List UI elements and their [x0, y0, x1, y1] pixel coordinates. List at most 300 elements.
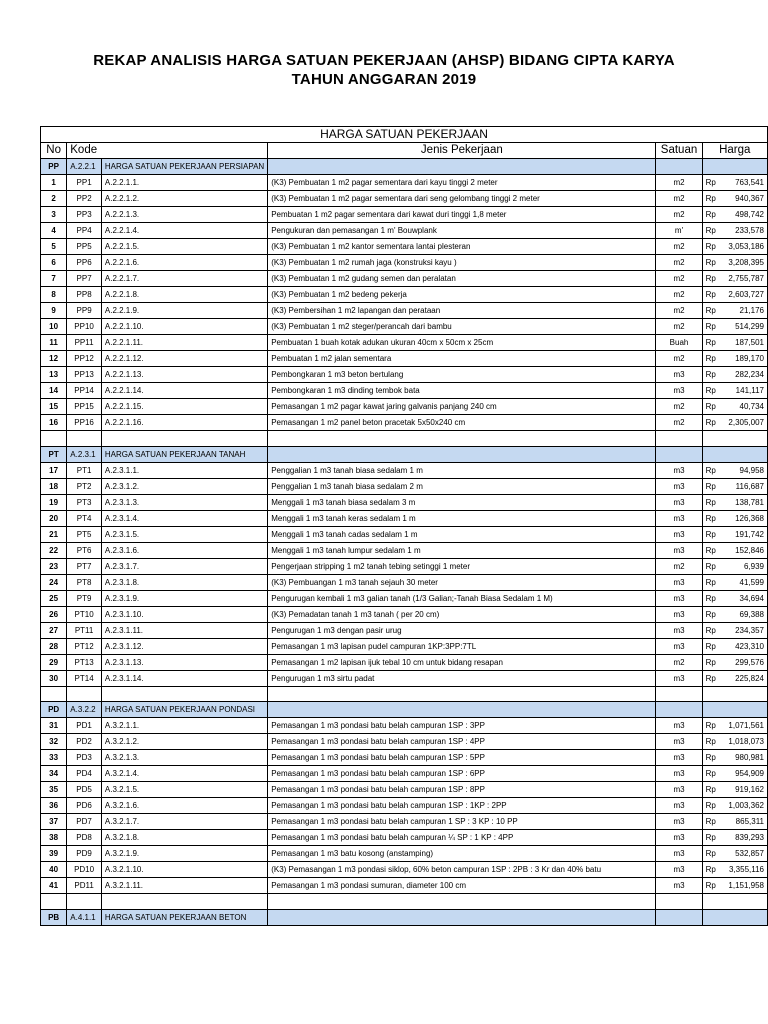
row-number: 9 — [41, 303, 67, 319]
price-value: 498,742 — [735, 210, 764, 219]
row-reference: A.2.3.1.7. — [101, 558, 267, 574]
row-unit: m2 — [656, 255, 702, 271]
row-code: PD4 — [67, 766, 102, 782]
row-number: 26 — [41, 606, 67, 622]
price-value: 225,824 — [735, 673, 764, 683]
row-price-cell — [702, 558, 767, 574]
row-number: 31 — [41, 718, 67, 734]
row-reference: A.2.2.1.7. — [101, 271, 267, 287]
row-price-cell — [702, 718, 767, 734]
price-value: 919,162 — [735, 785, 764, 794]
table-row — [41, 415, 768, 431]
currency-label: Rp — [705, 481, 716, 491]
row-price-cell — [702, 654, 767, 670]
row-description: Pemasangan 1 m3 batu kosong (anstamping) — [268, 846, 656, 862]
price-value: 233,578 — [735, 226, 764, 235]
table-row — [41, 335, 768, 351]
table-row — [41, 622, 768, 638]
empty-cell — [656, 431, 702, 447]
empty-cell — [41, 894, 67, 910]
row-unit: m3 — [656, 766, 702, 782]
price-value: 423,310 — [735, 641, 764, 651]
table-row — [41, 239, 768, 255]
spacer-row — [41, 431, 768, 447]
row-number: 15 — [41, 399, 67, 415]
row-unit: m2 — [656, 175, 702, 191]
table-title: HARGA SATUAN PEKERJAAN — [41, 127, 768, 143]
row-price-cell — [702, 478, 767, 494]
row-code: PD1 — [67, 718, 102, 734]
row-description: Pengukuran dan pemasangan 1 m' Bouwplank — [268, 223, 656, 239]
header-no: No — [41, 143, 67, 159]
row-reference: A.2.3.1.8. — [101, 574, 267, 590]
row-number: 7 — [41, 271, 67, 287]
row-unit: m3 — [656, 542, 702, 558]
row-price-cell — [702, 335, 767, 351]
row-price-cell — [702, 255, 767, 271]
row-reference: A.3.2.1.8. — [101, 830, 267, 846]
currency-label: Rp — [705, 849, 716, 858]
row-unit: m2 — [656, 351, 702, 367]
row-code: PD3 — [67, 750, 102, 766]
section-name: HARGA SATUAN PEKERJAAN BETON — [101, 909, 267, 925]
header-satuan: Satuan — [656, 143, 702, 159]
row-price-cell — [702, 319, 767, 335]
row-description: Pemasangan 1 m3 pondasi batu belah campuran ¼ SP : 1 KP : 4PP — [268, 830, 656, 846]
row-description: Pembongkaran 1 m3 dinding tembok bata — [268, 383, 656, 399]
header-jenis: Jenis Pekerjaan — [268, 143, 656, 159]
row-price-cell — [702, 750, 767, 766]
row-code: PT7 — [67, 558, 102, 574]
row-reference: A.3.2.1.6. — [101, 798, 267, 814]
row-price-cell — [702, 814, 767, 830]
empty-cell — [67, 431, 102, 447]
row-unit: m' — [656, 223, 702, 239]
row-reference: A.2.2.1.6. — [101, 255, 267, 271]
table-row — [41, 846, 768, 862]
row-unit: m3 — [656, 367, 702, 383]
row-reference: A.2.3.1.12. — [101, 638, 267, 654]
row-number: 38 — [41, 830, 67, 846]
row-code: PT6 — [67, 542, 102, 558]
price-value: 126,368 — [735, 513, 764, 523]
row-reference: A.2.3.1.6. — [101, 542, 267, 558]
row-price-cell — [702, 782, 767, 798]
row-price-cell — [702, 271, 767, 287]
price-value: 191,742 — [735, 529, 764, 539]
price-value: 152,846 — [735, 545, 764, 555]
empty-cell — [656, 702, 702, 718]
currency-label: Rp — [705, 769, 716, 778]
row-number: 23 — [41, 558, 67, 574]
section-name: HARGA SATUAN PEKERJAAN PONDASI — [101, 702, 267, 718]
section-ref: A.3.2.2 — [67, 702, 102, 718]
ahsp-table-body — [41, 127, 768, 926]
empty-cell — [702, 909, 767, 925]
price-value: 187,501 — [735, 338, 764, 347]
table-row — [41, 191, 768, 207]
row-price-cell — [702, 383, 767, 399]
row-code: PT13 — [67, 654, 102, 670]
row-reference: A.2.2.1.9. — [101, 303, 267, 319]
row-description: Pembuatan 1 buah kotak adukan ukuran 40cm x 50cm x 25cm — [268, 335, 656, 351]
row-description: (K3) Pembuatan 1 m2 pagar sementara dari seng gelombang tinggi 2 meter — [268, 191, 656, 207]
price-value: 69,388 — [739, 609, 764, 619]
price-value: 980,981 — [735, 753, 764, 762]
currency-label: Rp — [705, 561, 716, 571]
row-code: PD5 — [67, 782, 102, 798]
row-unit: m3 — [656, 830, 702, 846]
row-price-cell — [702, 351, 767, 367]
row-unit: m3 — [656, 478, 702, 494]
row-code: PT3 — [67, 494, 102, 510]
row-code: PP2 — [67, 191, 102, 207]
currency-label: Rp — [705, 354, 716, 363]
row-reference: A.2.3.1.10. — [101, 606, 267, 622]
currency-label: Rp — [705, 593, 716, 603]
row-unit: m3 — [656, 462, 702, 478]
currency-label: Rp — [705, 737, 716, 746]
row-reference: A.2.2.1.14. — [101, 383, 267, 399]
row-number: 17 — [41, 462, 67, 478]
row-unit: m3 — [656, 798, 702, 814]
empty-cell — [41, 431, 67, 447]
row-reference: A.2.3.1.1. — [101, 462, 267, 478]
currency-label: Rp — [705, 338, 716, 347]
row-unit: m3 — [656, 862, 702, 878]
row-description: Pemasangan 1 m3 pondasi batu belah campuran 1SP : 3PP — [268, 718, 656, 734]
empty-cell — [67, 894, 102, 910]
currency-label: Rp — [705, 290, 716, 299]
empty-cell — [656, 159, 702, 175]
row-reference: A.2.2.1.2. — [101, 191, 267, 207]
row-reference: A.2.3.1.11. — [101, 622, 267, 638]
row-unit: m2 — [656, 239, 702, 255]
row-number: 1 — [41, 175, 67, 191]
row-price-cell — [702, 191, 767, 207]
row-number: 4 — [41, 223, 67, 239]
row-price-cell — [702, 862, 767, 878]
currency-label: Rp — [705, 753, 716, 762]
empty-cell — [101, 686, 267, 702]
row-code: PP13 — [67, 367, 102, 383]
price-value: 2,755,787 — [728, 274, 764, 283]
row-code: PT11 — [67, 622, 102, 638]
row-reference: A.3.2.1.5. — [101, 782, 267, 798]
row-price-cell — [702, 207, 767, 223]
row-number: 10 — [41, 319, 67, 335]
empty-cell — [41, 686, 67, 702]
row-number: 36 — [41, 798, 67, 814]
row-price-cell — [702, 223, 767, 239]
price-value: 3,208,395 — [728, 258, 764, 267]
empty-cell — [67, 686, 102, 702]
row-reference: A.3.2.1.4. — [101, 766, 267, 782]
row-unit: m2 — [656, 271, 702, 287]
row-code: PD2 — [67, 734, 102, 750]
table-row — [41, 383, 768, 399]
row-price-cell — [702, 462, 767, 478]
currency-label: Rp — [705, 497, 716, 507]
row-description: (K3) Pembuatan 1 m2 gudang semen dan peralatan — [268, 271, 656, 287]
table-row — [41, 766, 768, 782]
empty-cell — [702, 431, 767, 447]
row-code: PP3 — [67, 207, 102, 223]
row-code: PT1 — [67, 462, 102, 478]
row-code: PP11 — [67, 335, 102, 351]
row-unit: m3 — [656, 510, 702, 526]
price-value: 138,781 — [735, 497, 764, 507]
table-row — [41, 782, 768, 798]
price-value: 41,599 — [739, 577, 764, 587]
section-header-row — [41, 159, 768, 175]
row-description: Pemasangan 1 m3 pondasi batu belah campuran 1SP : 4PP — [268, 734, 656, 750]
row-unit: m3 — [656, 638, 702, 654]
row-unit: m3 — [656, 622, 702, 638]
section-name: HARGA SATUAN PEKERJAAN TANAH — [101, 446, 267, 462]
row-description: Pembuatan 1 m2 jalan sementara — [268, 351, 656, 367]
table-row — [41, 878, 768, 894]
table-row — [41, 271, 768, 287]
row-description: Pemasangan 1 m2 panel beton pracetak 5x50x240 cm — [268, 415, 656, 431]
section-name: HARGA SATUAN PEKERJAAN PERSIAPAN — [101, 159, 267, 175]
currency-label: Rp — [705, 418, 716, 427]
price-value: 3,355,116 — [729, 865, 764, 874]
row-price-cell — [702, 494, 767, 510]
currency-label: Rp — [705, 322, 716, 331]
currency-label: Rp — [705, 178, 716, 187]
row-reference: A.2.3.1.3. — [101, 494, 267, 510]
row-unit: m2 — [656, 415, 702, 431]
row-number: 24 — [41, 574, 67, 590]
row-description: Pemasangan 1 m2 lapisan ijuk tebal 10 cm untuk bidang resapan — [268, 654, 656, 670]
row-description: Menggali 1 m3 tanah lumpur sedalam 1 m — [268, 542, 656, 558]
row-price-cell — [702, 846, 767, 862]
table-row — [41, 718, 768, 734]
row-unit: m2 — [656, 558, 702, 574]
row-number: 8 — [41, 287, 67, 303]
row-unit: m2 — [656, 303, 702, 319]
document-subtitle: TAHUN ANGGARAN 2019 — [291, 71, 477, 88]
table-row — [41, 287, 768, 303]
row-description: Pembuatan 1 m2 pagar sementara dari kawat duri tinggi 1,8 meter — [268, 207, 656, 223]
row-code: PD11 — [67, 878, 102, 894]
table-row — [41, 399, 768, 415]
row-code: PD9 — [67, 846, 102, 862]
row-reference: A.2.2.1.16. — [101, 415, 267, 431]
row-description: Pengurugan 1 m3 sirtu padat — [268, 670, 656, 686]
ahsp-table — [40, 126, 768, 926]
row-reference: A.2.3.1.13. — [101, 654, 267, 670]
empty-cell — [702, 686, 767, 702]
row-code: PP6 — [67, 255, 102, 271]
row-unit: m3 — [656, 590, 702, 606]
row-price-cell — [702, 638, 767, 654]
row-reference: A.2.3.1.5. — [101, 526, 267, 542]
row-description: (K3) Pembuatan 1 m2 rumah jaga (konstruksi kayu ) — [268, 255, 656, 271]
table-row — [41, 734, 768, 750]
currency-label: Rp — [705, 210, 716, 219]
row-number: 12 — [41, 351, 67, 367]
row-number: 2 — [41, 191, 67, 207]
row-description: (K3) Pemadatan tanah 1 m3 tanah ( per 20 cm) — [268, 606, 656, 622]
table-row — [41, 606, 768, 622]
row-number: 28 — [41, 638, 67, 654]
currency-label: Rp — [705, 609, 716, 619]
row-reference: A.3.2.1.9. — [101, 846, 267, 862]
row-reference: A.2.2.1.3. — [101, 207, 267, 223]
row-code: PP8 — [67, 287, 102, 303]
row-description: (K3) Pembuangan 1 m3 tanah sejauh 30 meter — [268, 574, 656, 590]
section-code: PT — [41, 446, 67, 462]
row-unit: m3 — [656, 878, 702, 894]
row-price-cell — [702, 526, 767, 542]
currency-label: Rp — [705, 625, 716, 635]
price-value: 940,367 — [735, 194, 764, 203]
header-kode: Kode — [67, 143, 268, 159]
row-code: PP10 — [67, 319, 102, 335]
row-number: 5 — [41, 239, 67, 255]
row-code: PT8 — [67, 574, 102, 590]
price-value: 1,071,561 — [728, 721, 764, 730]
row-description: Pemasangan 1 m3 pondasi sumuran, diameter 100 cm — [268, 878, 656, 894]
price-value: 839,293 — [735, 833, 764, 842]
empty-cell — [656, 686, 702, 702]
row-number: 22 — [41, 542, 67, 558]
row-description: Penggalian 1 m3 tanah biasa sedalam 1 m — [268, 462, 656, 478]
section-header-row — [41, 446, 768, 462]
header-harga: Harga — [702, 143, 767, 159]
row-code: PP1 — [67, 175, 102, 191]
empty-cell — [101, 431, 267, 447]
empty-cell — [268, 159, 656, 175]
row-number: 39 — [41, 846, 67, 862]
price-value: 282,234 — [735, 370, 764, 379]
row-reference: A.2.2.1.10. — [101, 319, 267, 335]
row-unit: m3 — [656, 782, 702, 798]
empty-cell — [268, 909, 656, 925]
spacer-row — [41, 686, 768, 702]
section-ref: A.2.3.1 — [67, 446, 102, 462]
price-value: 1,003,362 — [728, 801, 764, 810]
section-code: PD — [41, 702, 67, 718]
table-row — [41, 558, 768, 574]
row-unit: m3 — [656, 734, 702, 750]
row-price-cell — [702, 415, 767, 431]
row-code: PT2 — [67, 478, 102, 494]
row-number: 19 — [41, 494, 67, 510]
currency-label: Rp — [705, 465, 716, 475]
empty-cell — [702, 446, 767, 462]
currency-label: Rp — [705, 226, 716, 235]
currency-label: Rp — [705, 833, 716, 842]
table-row — [41, 175, 768, 191]
table-row — [41, 494, 768, 510]
empty-cell — [702, 159, 767, 175]
row-number: 41 — [41, 878, 67, 894]
row-code: PP15 — [67, 399, 102, 415]
row-unit: m2 — [656, 399, 702, 415]
price-value: 1,151,958 — [728, 881, 764, 890]
currency-label: Rp — [705, 641, 716, 651]
row-description: (K3) Pembuatan 1 m2 pagar sementara dari kayu tinggi 2 meter — [268, 175, 656, 191]
row-reference: A.3.2.1.1. — [101, 718, 267, 734]
row-price-cell — [702, 622, 767, 638]
row-code: PP4 — [67, 223, 102, 239]
row-code: PP12 — [67, 351, 102, 367]
empty-cell — [702, 894, 767, 910]
table-row — [41, 638, 768, 654]
row-unit: m2 — [656, 207, 702, 223]
row-unit: m3 — [656, 574, 702, 590]
table-row — [41, 478, 768, 494]
empty-cell — [656, 894, 702, 910]
price-value: 141,117 — [735, 386, 764, 395]
row-unit: m3 — [656, 750, 702, 766]
row-unit: m2 — [656, 191, 702, 207]
row-reference: A.2.2.1.4. — [101, 223, 267, 239]
row-code: PT14 — [67, 670, 102, 686]
row-reference: A.2.3.1.14. — [101, 670, 267, 686]
row-reference: A.2.2.1.8. — [101, 287, 267, 303]
empty-cell — [656, 446, 702, 462]
row-number: 37 — [41, 814, 67, 830]
row-number: 11 — [41, 335, 67, 351]
currency-label: Rp — [705, 673, 716, 683]
row-number: 35 — [41, 782, 67, 798]
table-title-row — [41, 127, 768, 143]
currency-label: Rp — [705, 274, 716, 283]
table-row — [41, 590, 768, 606]
row-unit: m3 — [656, 670, 702, 686]
section-ref: A.2.2.1 — [67, 159, 102, 175]
row-description: Menggali 1 m3 tanah keras sedalam 1 m — [268, 510, 656, 526]
row-code: PP14 — [67, 383, 102, 399]
table-row — [41, 670, 768, 686]
row-number: 30 — [41, 670, 67, 686]
row-description: (K3) Pemasangan 1 m3 pondasi siklop, 60% beton campuran 1SP : 2PB : 3 Kr dan 40% batu — [268, 862, 656, 878]
table-row — [41, 542, 768, 558]
row-unit: m3 — [656, 526, 702, 542]
row-number: 16 — [41, 415, 67, 431]
row-price-cell — [702, 367, 767, 383]
currency-label: Rp — [705, 194, 716, 203]
row-price-cell — [702, 830, 767, 846]
row-price-cell — [702, 542, 767, 558]
table-row — [41, 223, 768, 239]
row-number: 3 — [41, 207, 67, 223]
row-description: Pemasangan 1 m3 pondasi batu belah campuran 1SP : 6PP — [268, 766, 656, 782]
row-description: Pemasangan 1 m3 pondasi batu belah campuran 1SP : 8PP — [268, 782, 656, 798]
row-unit: m3 — [656, 718, 702, 734]
row-number: 18 — [41, 478, 67, 494]
row-description: (K3) Pembuatan 1 m2 steger/perancah dari bambu — [268, 319, 656, 335]
table-row — [41, 750, 768, 766]
row-reference: A.3.2.1.2. — [101, 734, 267, 750]
table-row — [41, 654, 768, 670]
row-number: 40 — [41, 862, 67, 878]
currency-label: Rp — [705, 881, 716, 890]
row-code: PD10 — [67, 862, 102, 878]
row-price-cell — [702, 670, 767, 686]
price-value: 21,176 — [739, 306, 764, 315]
price-value: 94,958 — [739, 465, 764, 475]
row-reference: A.2.2.1.1. — [101, 175, 267, 191]
table-row — [41, 462, 768, 478]
table-row — [41, 862, 768, 878]
row-description: Pemasangan 1 m3 pondasi batu belah campuran 1SP : 1KP : 2PP — [268, 798, 656, 814]
empty-cell — [268, 446, 656, 462]
